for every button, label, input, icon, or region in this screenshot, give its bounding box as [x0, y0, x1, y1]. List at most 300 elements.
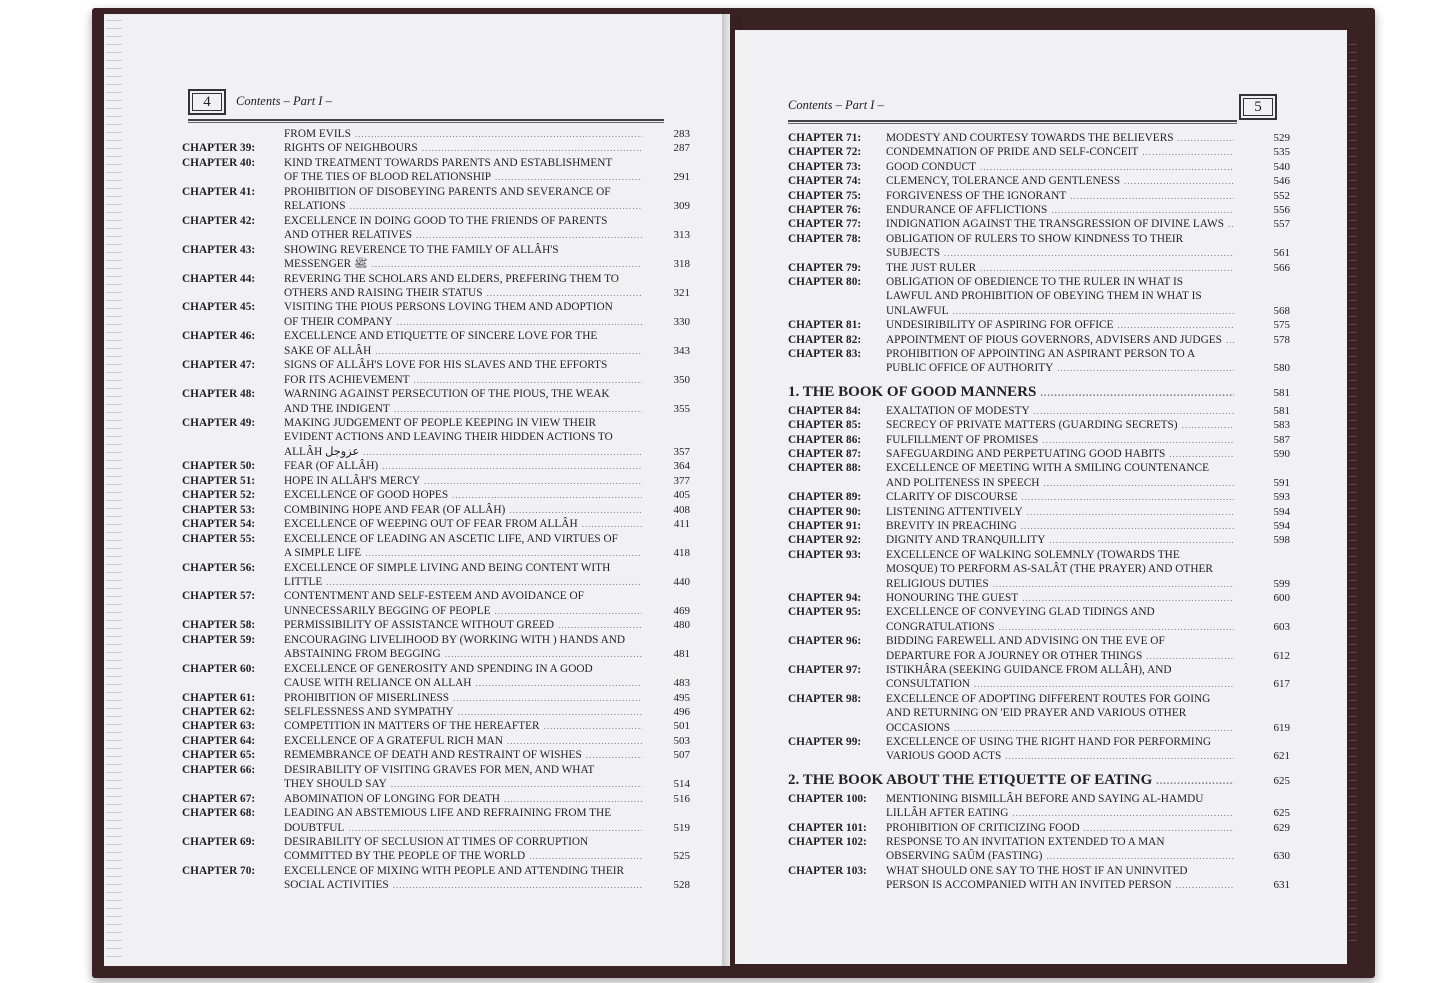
chapter-label: CHAPTER 101:: [788, 821, 867, 834]
chapter-label: CHAPTER 70:: [182, 864, 256, 877]
chapter-label: CHAPTER 51:: [182, 474, 256, 487]
leader-dots: [1228, 217, 1234, 231]
chapter-label: CHAPTER 41:: [182, 185, 256, 198]
toc-entry[interactable]: [788, 692, 1290, 735]
chapter-title-line: [284, 662, 646, 676]
page-ref: 593: [1273, 491, 1290, 504]
chapter-title-text: AND POLITENESS IN SPEECH: [886, 476, 1040, 489]
chapter-title-text: OTHERS AND RAISING THEIR STATUS: [284, 286, 483, 299]
chapter-label: CHAPTER 69:: [182, 836, 256, 849]
page-ref: 480: [673, 619, 690, 632]
leader-dots: [1040, 388, 1234, 399]
toc-entry[interactable]: [182, 792, 690, 806]
toc-entry[interactable]: [788, 548, 1290, 591]
toc-entry[interactable]: [788, 160, 1290, 174]
toc-entry[interactable]: [182, 214, 690, 243]
leader-dots: [980, 160, 1234, 174]
header-rule-thin: [788, 123, 1237, 124]
toc-list: [182, 127, 690, 917]
leader-dots: [586, 748, 642, 762]
chapter-title-text: FROM EVILS: [284, 128, 351, 140]
chapter-title-text: EXCELLENCE OF SIMPLE LIVING AND BEING CONTENT WITH: [284, 561, 611, 574]
chapter-title-text: ABSTAINING FROM BEGGING: [284, 648, 441, 661]
toc-entry[interactable]: [788, 461, 1290, 490]
chapter-title-text: RELATIONS: [284, 200, 346, 213]
leader-dots: [372, 257, 642, 271]
toc-entry[interactable]: [182, 156, 690, 185]
leader-dots: [414, 373, 642, 387]
chapter-title-line: [886, 721, 1238, 735]
toc-entry[interactable]: [788, 663, 1290, 692]
leader-dots: [1051, 203, 1234, 217]
toc-entry[interactable]: [788, 131, 1290, 145]
chapter-label: CHAPTER 60:: [182, 662, 256, 675]
chapter-title-text: FORGIVENESS OF THE IGNORANT: [886, 189, 1067, 202]
chapter-title-text: EXCELLENCE OF CONVEYING GLAD TIDINGS AND: [886, 606, 1155, 619]
page-ref: 525: [673, 850, 690, 863]
page-ref: 496: [673, 706, 690, 718]
chapter-title-line: [284, 286, 646, 300]
chapter-label: CHAPTER 62:: [182, 706, 256, 718]
leader-dots: [350, 199, 642, 213]
chapter-title-text: EXCELLENCE OF A GRATEFUL RICH MAN: [284, 734, 503, 747]
toc-entry[interactable]: [788, 864, 1290, 893]
leader-dots: [452, 488, 642, 502]
toc-entry[interactable]: [182, 662, 690, 691]
chapter-label: CHAPTER 47:: [182, 359, 256, 372]
chapter-title-line: [284, 272, 646, 286]
toc-entry[interactable]: [788, 433, 1290, 447]
leader-dots: [495, 170, 642, 184]
chapter-title-line: [284, 763, 646, 777]
chapter-label: CHAPTER 43:: [182, 243, 256, 256]
chapter-title-text: VISITING THE PIOUS PERSONS LOVING THEM AND ADOPTION: [284, 301, 613, 314]
chapter-title-text: CONGRATULATIONS: [886, 620, 995, 633]
chapter-title-text: AND THE INDIGENT: [284, 402, 390, 415]
chapter-title-text: CLEMENCY, TOLERANCE AND GENTLENESS: [886, 175, 1121, 188]
chapter-title-text: EXCELLENCE OF MIXING WITH PEOPLE AND ATTENDING THEIR: [284, 864, 625, 877]
leader-dots: [1012, 806, 1234, 820]
page-ref: 343: [673, 344, 690, 357]
book-heading: [788, 772, 1238, 789]
chapter-title-text: SHOWING REVERENCE TO THE FAMILY OF ALLÂH'S: [284, 243, 559, 256]
chapter-label: CHAPTER 54:: [182, 518, 256, 531]
chapter-label: CHAPTER 76:: [788, 204, 862, 216]
leader-dots: [1043, 476, 1234, 490]
page-ref: 546: [1273, 175, 1290, 188]
toc-entry[interactable]: [788, 735, 1290, 764]
toc-entry[interactable]: [182, 141, 690, 155]
toc-entry[interactable]: [182, 185, 690, 214]
chapter-title-line: [284, 676, 646, 690]
chapter-title-text: SELFLESSNESS AND SYMPATHY: [284, 706, 454, 718]
page-ref: 408: [673, 503, 690, 516]
toc-entry[interactable]: [788, 605, 1290, 634]
leader-dots: [1182, 418, 1234, 432]
chapter-title-text: RESPONSE TO AN INVITATION EXTENDED TO A MAN: [886, 836, 1165, 848]
chapter-title-line: [886, 131, 1238, 145]
chapter-title-line: [284, 604, 646, 618]
toc-entry[interactable]: [788, 347, 1290, 376]
leader-dots: [458, 705, 642, 719]
chapter-label: CHAPTER 64:: [182, 734, 256, 747]
page-ref: 330: [673, 315, 690, 328]
toc-entry[interactable]: [182, 734, 690, 748]
toc-entry[interactable]: [788, 333, 1290, 347]
book-title: 2. THE BOOK ABOUT THE ETIQUETTE OF EATING: [788, 771, 1153, 788]
chapter-title-text: RELIGIOUS DUTIES: [886, 577, 989, 590]
chapter-title-line: [284, 705, 646, 719]
chapter-title-line: [284, 691, 646, 705]
toc-entry[interactable]: [788, 404, 1290, 418]
leader-dots: [954, 721, 1234, 735]
chapter-title-line: [886, 174, 1238, 188]
chapter-title-text: CONSULTATION: [886, 678, 971, 691]
page-ref[interactable]: 625: [1273, 774, 1290, 787]
leader-dots: [363, 445, 642, 459]
chapter-title-line: [886, 562, 1238, 576]
chapter-label: CHAPTER 93:: [788, 548, 862, 561]
chapter-title-text: THE JUST RULER: [886, 261, 977, 274]
chapter-label: CHAPTER 83:: [788, 348, 862, 360]
leader-dots: [1156, 776, 1234, 787]
chapter-title-text: DEPARTURE FOR A JOURNEY OR OTHER THINGS: [886, 649, 1143, 662]
header-rule: [188, 119, 664, 121]
page-ref: 287: [673, 142, 690, 155]
page-ref: 566: [1273, 261, 1290, 274]
page-ref: 581: [1273, 404, 1290, 417]
chapter-label: CHAPTER 65:: [182, 749, 256, 762]
toc-entry[interactable]: [788, 418, 1290, 432]
leader-dots: [382, 459, 642, 473]
chapter-title-line: [886, 418, 1238, 432]
chapter-title-line: [886, 433, 1238, 447]
page-ref: 483: [673, 677, 690, 690]
leader-dots: [1042, 433, 1234, 447]
page-ref: 377: [673, 474, 690, 487]
leader-dots: [1022, 591, 1234, 605]
leader-dots: [397, 315, 642, 329]
running-head: Contents – Part I –: [788, 98, 884, 112]
chapter-title-line: [284, 575, 646, 589]
leader-dots: [1226, 333, 1234, 347]
page-ref: 621: [1273, 750, 1290, 763]
chapter-title-line: [886, 333, 1238, 347]
page-ref: 561: [1273, 247, 1290, 260]
chapter-title-text: CONTENTMENT AND SELF-ESTEEM AND AVOIDANCE OF: [284, 590, 584, 603]
toc-entry[interactable]: [182, 835, 690, 864]
page-ref[interactable]: 581: [1273, 386, 1290, 399]
leader-dots: [495, 604, 642, 618]
chapter-title-text: DESIRABILITY OF SECLUSION AT TIMES OF CORRUPTION: [284, 836, 589, 849]
toc-entry[interactable]: [788, 634, 1290, 663]
toc-entry[interactable]: [182, 719, 690, 733]
leader-dots: [393, 878, 642, 892]
chapter-title-line: [284, 315, 646, 329]
chapter-title-text: MAKING JUDGEMENT OF PEOPLE KEEPING IN VIEW THEIR: [284, 417, 597, 429]
toc-entry[interactable]: [182, 618, 690, 632]
leader-dots: [1142, 145, 1234, 159]
chapter-title-text: EXCELLENCE OF LEADING AN ASCETIC LIFE, AND VIRTUES OF: [284, 532, 618, 545]
toc-entry[interactable]: [788, 217, 1290, 231]
chapter-title-text: PERSON IS ACCOMPANIED WITH AN INVITED PERSON: [886, 879, 1172, 892]
chapter-title-text: DIGNITY AND TRANQUILLITY: [886, 534, 1046, 547]
page-ref: 321: [673, 286, 690, 299]
chapter-title-text: LILLÂH AFTER EATING: [886, 807, 1009, 820]
chapter-title-line: [284, 445, 646, 459]
toc-entry[interactable]: [788, 189, 1290, 203]
chapter-label: CHAPTER 49:: [182, 417, 256, 429]
page-ref: 528: [673, 879, 690, 892]
toc-entry[interactable]: [182, 633, 690, 662]
page-ref: 318: [673, 258, 690, 271]
toc-entry[interactable]: [182, 272, 690, 301]
chapter-title-line: [886, 649, 1238, 663]
chapter-title-text: HONOURING THE GUEST: [886, 592, 1019, 604]
toc-entry[interactable]: [182, 243, 690, 272]
chapter-title-line: [284, 719, 646, 733]
chapter-title-line: [284, 488, 646, 502]
toc-entry[interactable]: [788, 835, 1290, 864]
chapter-title-text: KIND TREATMENT TOWARDS PARENTS AND ESTABLISHMENT: [284, 156, 613, 169]
chapter-title-line: [284, 214, 646, 228]
page-ref: 612: [1273, 649, 1290, 662]
chapter-label: CHAPTER 95:: [788, 606, 862, 619]
leader-dots: [1070, 189, 1234, 203]
toc-entry[interactable]: [182, 763, 690, 792]
chapter-title-line: [284, 849, 646, 863]
toc-entry[interactable]: [788, 792, 1290, 821]
toc-entry[interactable]: [788, 203, 1290, 217]
chapter-title-text: BREVITY IN PREACHING: [886, 520, 1017, 532]
chapter-title-line: [886, 461, 1238, 475]
chapter-title-text: FEAR (OF ALLÂH): [284, 460, 379, 473]
page-ref: 519: [673, 821, 690, 834]
chapter-title-text: SUBJECTS: [886, 247, 940, 260]
toc-entry[interactable]: [182, 416, 690, 459]
toc-list: [788, 131, 1290, 911]
leader-dots: [453, 691, 642, 705]
chapter-title-line: [886, 806, 1238, 820]
chapter-label: CHAPTER 102:: [788, 836, 867, 848]
chapter-label: CHAPTER 89:: [788, 491, 862, 504]
toc-entry[interactable]: [788, 318, 1290, 332]
chapter-label: CHAPTER 82:: [788, 333, 862, 346]
chapter-title-line: [284, 141, 646, 155]
chapter-title-text: REMEMBRANCE OF DEATH AND RESTRAINT OF WISHES: [284, 749, 582, 762]
leader-dots: [952, 304, 1234, 318]
chapter-title-text: EXCELLENCE OF WALKING SOLEMNLY (TOWARDS THE: [886, 548, 1180, 561]
page-ref: 350: [673, 373, 690, 386]
toc-entry[interactable]: [182, 517, 690, 531]
toc-entry[interactable]: [788, 145, 1290, 159]
page-ref: 283: [673, 128, 690, 140]
chapter-title-line: [886, 864, 1238, 878]
chapter-title-text: FOR ITS ACHIEVEMENT: [284, 373, 410, 386]
chapter-title-line: [284, 156, 646, 170]
toc-entry[interactable]: [788, 174, 1290, 188]
chapter-label: CHAPTER 39:: [182, 142, 256, 155]
chapter-title-text: CONDEMNATION OF PRIDE AND SELF-CONCEIT: [886, 146, 1139, 159]
leader-dots: [326, 575, 642, 589]
leader-dots: [999, 620, 1234, 634]
chapter-title-text: OF THE TIES OF BLOOD RELATIONSHIP: [284, 171, 492, 184]
page-ref: 591: [1273, 476, 1290, 489]
toc-entry[interactable]: [788, 533, 1290, 547]
chapter-title-line: [284, 777, 646, 791]
chapter-label: CHAPTER 74:: [788, 175, 862, 188]
chapter-title-text: EXCELLENCE IN DOING GOOD TO THE FRIENDS OF PARENTS: [284, 214, 608, 227]
chapter-title-text: PROHIBITION OF APPOINTING AN ASPIRANT PERSON TO A: [886, 348, 1196, 360]
chapter-title-line: [886, 447, 1238, 461]
chapter-title-line: [886, 849, 1238, 863]
page-ref: 516: [673, 792, 690, 805]
chapter-title-line: [284, 300, 646, 314]
chapter-title-text: ENCOURAGING LIVELIHOOD BY (WORKING WITH ) HANDS AND: [284, 633, 626, 646]
page-ref: 600: [1273, 592, 1290, 604]
chapter-title-text: REVERING THE SCHOLARS AND ELDERS, PREFERING THEM TO: [284, 272, 619, 285]
chapter-title-text: MESSENGER ﷺ: [284, 258, 368, 271]
chapter-title-line: [284, 748, 646, 762]
chapter-label: CHAPTER 91:: [788, 520, 862, 532]
chapter-label: CHAPTER 48:: [182, 388, 256, 401]
toc-entry[interactable]: [182, 474, 690, 488]
chapter-label: CHAPTER 66:: [182, 763, 256, 776]
chapter-title-line: [886, 533, 1238, 547]
leader-dots: [375, 344, 642, 358]
page-ref: 619: [1273, 721, 1290, 734]
leader-dots: [1057, 361, 1234, 375]
chapter-title-text: LITTLE: [284, 575, 323, 588]
toc-entry[interactable]: [788, 447, 1290, 461]
page-ref: 578: [1273, 333, 1290, 346]
chapter-label: CHAPTER 56:: [182, 561, 256, 574]
chapter-title-line: [886, 792, 1238, 806]
toc-entry[interactable]: [182, 748, 690, 762]
chapter-title-line: [284, 127, 646, 141]
chapter-title-line: [886, 821, 1238, 835]
page-ref: 583: [1273, 419, 1290, 432]
toc-entry[interactable]: [182, 561, 690, 590]
leader-dots: [1117, 318, 1234, 332]
chapter-title-text: DOUBTFUL: [284, 821, 345, 834]
chapter-title-text: FULFILLMENT OF PROMISES: [886, 433, 1039, 446]
toc-entry[interactable]: [788, 261, 1290, 275]
chapter-label: CHAPTER 55:: [182, 532, 256, 545]
chapter-title-text: LISTENING ATTENTIVELY: [886, 505, 1023, 518]
toc-entry[interactable]: [182, 503, 690, 517]
header-rule-thin: [188, 122, 664, 123]
chapter-title-line: [284, 821, 646, 835]
chapter-title-text: OBLIGATION OF RULERS TO SHOW KINDNESS TO THEIR: [886, 232, 1184, 245]
chapter-title-text: PROHIBITION OF MISERLINESS: [284, 691, 450, 704]
chapter-title-line: [886, 706, 1238, 720]
toc-entry[interactable]: [182, 806, 690, 835]
page-ref: 291: [673, 171, 690, 184]
page-ref: 590: [1273, 448, 1290, 460]
chapter-title-line: [284, 199, 646, 213]
toc-entry[interactable]: [182, 358, 690, 387]
leader-dots: [974, 677, 1234, 691]
page-number-box: 4: [188, 89, 226, 115]
page-ref: 501: [673, 720, 690, 733]
chapter-label: CHAPTER 81:: [788, 319, 862, 332]
chapter-title-text: UNDESIRIBILITY OF ASPIRING FOR OFFICE: [886, 319, 1114, 332]
toc-entry[interactable]: [788, 232, 1290, 261]
chapter-label: CHAPTER 71:: [788, 132, 862, 144]
chapter-label: CHAPTER 44:: [182, 272, 256, 285]
chapter-title-line: [284, 358, 646, 372]
toc-entry[interactable]: [182, 459, 690, 473]
chapter-label: CHAPTER 78:: [788, 232, 862, 245]
toc-entry[interactable]: [182, 532, 690, 561]
toc-entry[interactable]: [788, 519, 1290, 533]
toc-entry[interactable]: [182, 589, 690, 618]
leader-dots: [1021, 519, 1234, 533]
toc-entry[interactable]: [182, 691, 690, 705]
toc-entry[interactable]: [182, 300, 690, 329]
leader-dots: [445, 647, 642, 661]
page-ref: 568: [1273, 304, 1290, 317]
toc-entry[interactable]: [182, 127, 690, 141]
leader-dots: [348, 821, 642, 835]
toc-entry[interactable]: [182, 488, 690, 502]
chapter-label: CHAPTER 40:: [182, 156, 256, 169]
chapter-label: CHAPTER 79:: [788, 261, 862, 274]
page-ref: 594: [1273, 505, 1290, 518]
toc-entry[interactable]: [182, 387, 690, 416]
chapter-title-text: DESIRABILITY OF VISITING GRAVES FOR MEN, AND WHAT: [284, 763, 595, 776]
chapter-title-line: [284, 517, 646, 531]
leader-dots: [993, 577, 1234, 591]
chapter-title-text: CLARITY OF DISCOURSE: [886, 491, 1018, 504]
chapter-title-line: [284, 474, 646, 488]
chapter-title-line: [284, 835, 646, 849]
chapter-label: CHAPTER 73:: [788, 160, 862, 173]
chapter-title-text: EVIDENT ACTIONS AND LEAVING THEIR HIDDEN ACTIONS TO: [284, 431, 613, 444]
leader-dots: [1005, 749, 1234, 763]
leader-dots: [1049, 533, 1234, 547]
page-ref: 309: [673, 200, 690, 213]
toc-entry[interactable]: [788, 275, 1290, 318]
toc-entry[interactable]: [182, 705, 690, 719]
leader-dots: [529, 849, 642, 863]
leader-dots: [1021, 490, 1234, 504]
page-ref: 575: [1273, 319, 1290, 332]
chapter-title-text: RIGHTS OF NEIGHBOURS: [284, 142, 418, 155]
chapter-title-text: SOCIAL ACTIVITIES: [284, 879, 389, 892]
leader-dots: [1146, 649, 1234, 663]
chapter-title-text: HOPE IN ALLÂH'S MERCY: [284, 474, 421, 487]
toc-entry[interactable]: [788, 505, 1290, 519]
page-edges-left: [106, 20, 122, 960]
chapter-title-line: [886, 318, 1238, 332]
toc-entry[interactable]: [788, 591, 1290, 605]
chapter-title-line: [284, 459, 646, 473]
toc-entry[interactable]: [788, 821, 1290, 835]
chapter-title-line: [886, 677, 1238, 691]
chapter-title-line: [284, 546, 646, 560]
toc-entry[interactable]: [788, 490, 1290, 504]
book-title: 1. THE BOOK OF GOOD MANNERS: [788, 383, 1037, 400]
chapter-label: CHAPTER 94:: [788, 592, 862, 604]
chapter-title-line: [886, 878, 1238, 892]
toc-entry[interactable]: [182, 864, 690, 893]
page-ref: 481: [673, 648, 690, 661]
chapter-title-text: PROHIBITION OF DISOBEYING PARENTS AND SEVERANCE OF: [284, 185, 611, 198]
toc-entry[interactable]: [182, 329, 690, 358]
chapter-label: CHAPTER 85:: [788, 419, 862, 432]
